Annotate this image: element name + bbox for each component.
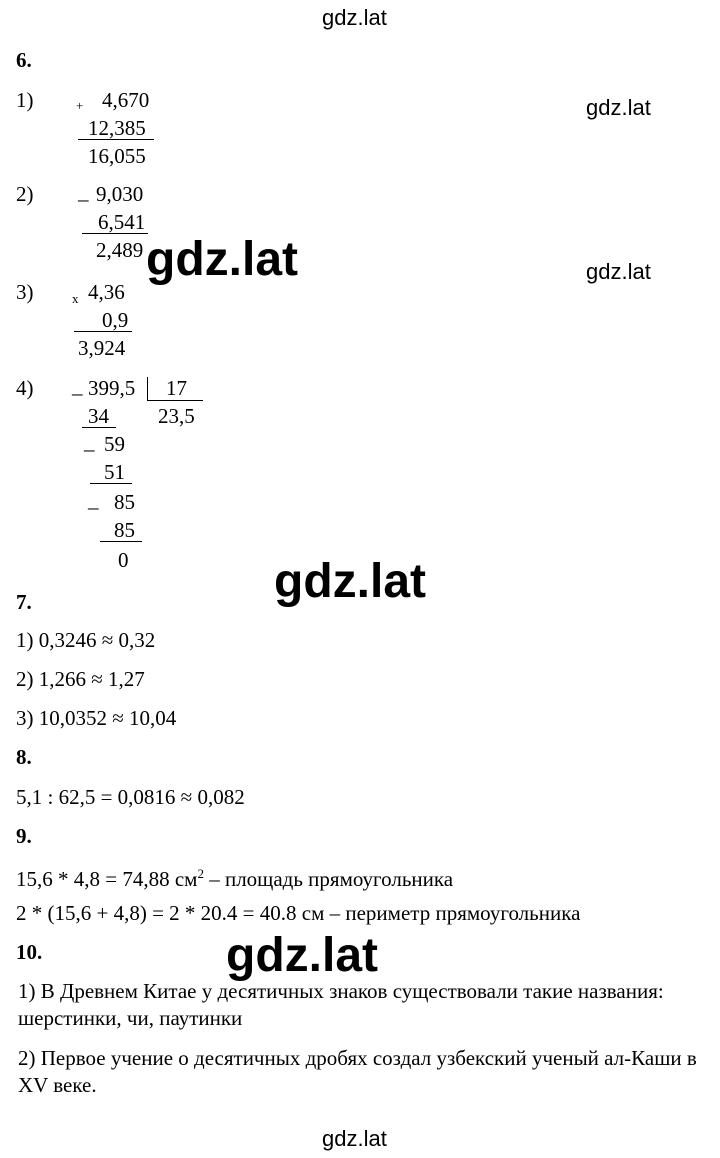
division-bar-vertical [147,377,148,401]
task6-item3-product-line [74,331,132,332]
task9-line-2: 2 * (15,6 + 4,8) = 2 * 20.4 = 40.8 см – периметр прямоугольника [16,901,581,925]
watermark-right-2: gdz.lat [586,259,651,284]
watermark-large-2: gdz.lat [274,555,426,608]
task9-line-1 [16,862,453,891]
task9-area-expression: 15,6 * 4,8 = 74,88 см [16,867,198,891]
division-bar-horizontal [147,400,203,401]
task6-item1-operand-a: 4,670 [102,88,150,112]
task6-item2-label: 2) [16,182,34,206]
task6-item3-label: 3) [16,280,34,304]
task6-item4-quotient: 23,5 [158,404,195,428]
task6-item4-step-3: 51 [104,460,125,484]
task6-item1-operand-b: 12,385 [88,116,146,140]
watermark-right-1: gdz.lat [586,95,651,120]
task7-line-3: 3) 10,0352 ≈ 10,04 [16,706,177,730]
task6-item3-result: 3,924 [78,336,126,360]
task8-line: 5,1 : 62,5 = 0,0816 ≈ 0,082 [16,785,245,809]
task6-item2-result: 2,489 [96,238,144,262]
watermark-large-3: gdz.lat [226,929,378,982]
task6-item1-result: 16,055 [88,144,146,168]
task6-item4-step-5: 85 [114,518,135,542]
task10-paragraph-2: 2) Первое учение о десятичных дробях создал узбекский ученый ал-Каши в XV веке. [18,1046,697,1097]
task6-item4-step-4: 85 [114,490,135,514]
minus-sign: _ [84,430,95,454]
task6-item4-step-line-3 [100,541,142,542]
task7-number: 7. [16,590,32,614]
task6-item2-operand-a: 9,030 [96,182,144,206]
minus-sign: _ [78,180,89,204]
minus-sign: _ [88,488,99,512]
task6-item3-operand-b: 0,9 [102,308,129,332]
task10-paragraph-1: 1) В Древнем Китае у десятичных знаков существовали такие названия: шерстинки, чи, паутинки [18,979,664,1030]
task9-number: 9. [16,824,32,848]
watermark-bottom: gdz.lat [322,1126,387,1151]
watermark-top: gdz.lat [322,5,387,30]
task6-item2-difference-line [82,233,148,234]
watermark-large-1: gdz.lat [146,233,298,286]
task6-item4-step-line-1 [82,427,116,428]
task6-number: 6. [16,48,32,72]
task6-item4-remainder: 0 [118,548,129,572]
task6-item4-divisor: 17 [166,376,187,400]
plus-sign: + [76,98,84,113]
task6-item2-operand-b: 6,541 [98,210,146,234]
task6-item4-step-line-2 [90,483,132,484]
minus-sign: _ [72,374,83,398]
task10-number: 10. [16,940,43,964]
task6-item4-label: 4) [16,376,34,400]
task6-item3-operand-a: 4,36 [88,280,125,304]
task7-line-1: 1) 0,3246 ≈ 0,32 [16,628,156,652]
task6-item1-label: 1) [16,88,34,112]
task6-item4-step-2: 59 [104,432,125,456]
multiply-sign: x [72,291,79,306]
task7-line-2: 2) 1,266 ≈ 1,27 [16,667,145,691]
task9-area-caption: – площадь прямоугольника [203,867,454,891]
task8-number: 8. [16,745,32,769]
task6-item4-step-1: 34 [88,404,109,428]
task9-area-superscript: 2 [197,866,204,881]
task6-item4-dividend: 399,5 [88,376,136,400]
task6-item1-sum-line [78,139,154,140]
